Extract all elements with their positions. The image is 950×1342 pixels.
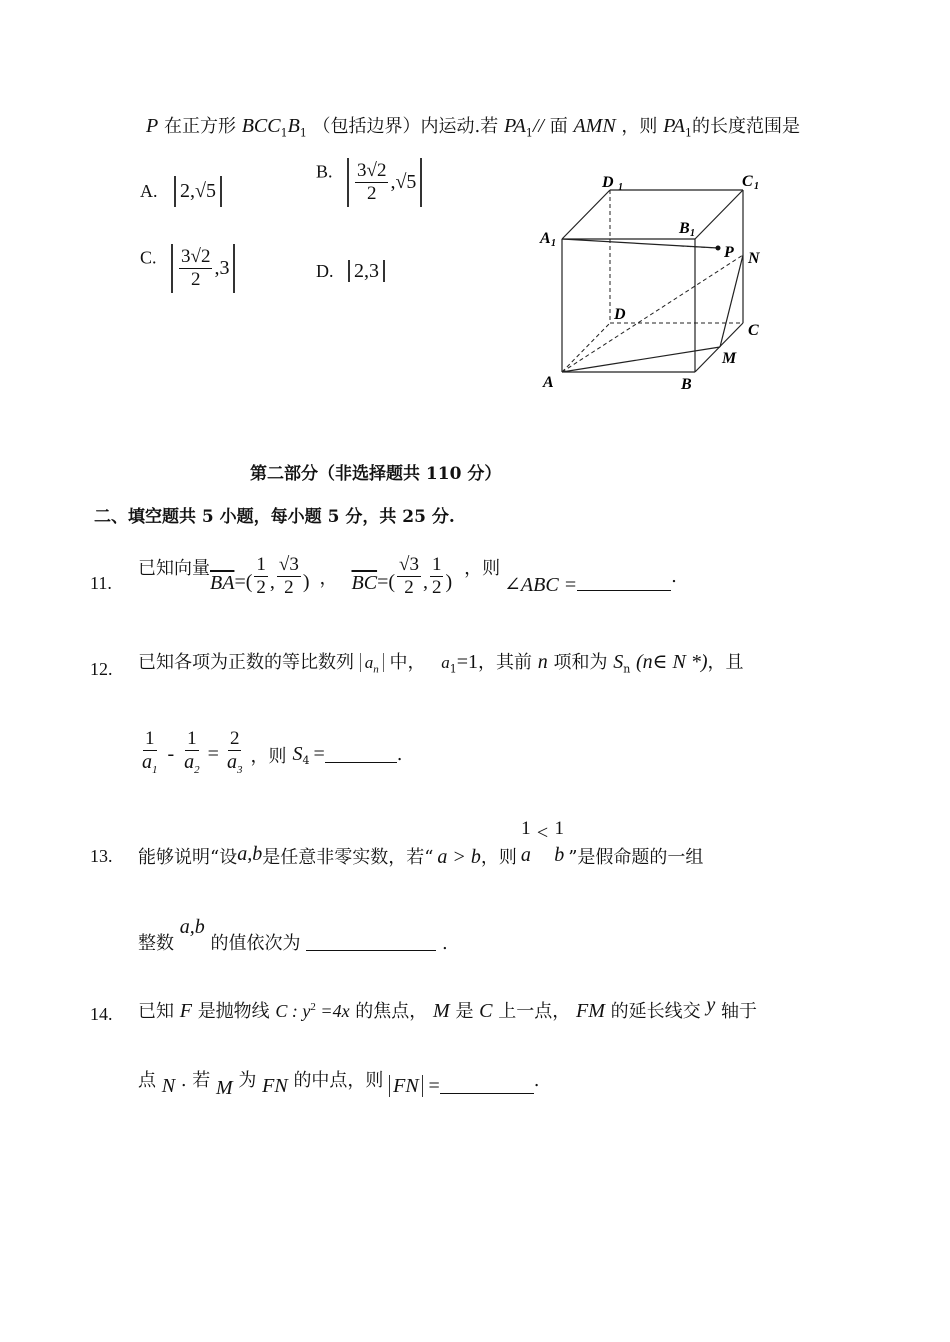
option-b-bracket bbox=[347, 158, 422, 207]
q12-f1-den-a: a bbox=[142, 751, 152, 773]
q12-number: 12. bbox=[90, 659, 113, 679]
q12-a1-eq: =1 bbox=[456, 651, 478, 673]
q14-y: y bbox=[706, 994, 716, 1016]
q11-f4-num: 1 bbox=[431, 554, 442, 575]
q13-f2-num: 1 bbox=[554, 818, 564, 839]
q13-f1-num: 1 bbox=[521, 818, 531, 839]
label-n: N bbox=[748, 250, 760, 267]
label-c1: C bbox=[742, 173, 753, 190]
part2-title: 第二部分（非选择题共 110 分） bbox=[250, 464, 502, 484]
q12-an: a bbox=[364, 653, 374, 672]
q10-sub: 1 bbox=[685, 126, 693, 140]
label-c1-sub: 1 bbox=[754, 181, 759, 192]
q14-end: . bbox=[533, 1070, 540, 1091]
label-m: M bbox=[722, 350, 737, 367]
q12-text-2: 中， bbox=[389, 652, 426, 673]
q12-text-3: ，其前 bbox=[477, 652, 532, 673]
q11-f1-den: 2 bbox=[256, 577, 266, 598]
q12-an-sub: n bbox=[373, 663, 379, 676]
q10-b: B bbox=[287, 115, 300, 137]
q12-f2-den-a: a bbox=[184, 751, 195, 773]
line-a-m bbox=[562, 347, 720, 372]
label-a: A bbox=[543, 374, 554, 391]
point-p bbox=[716, 246, 721, 251]
q13-text-3: ，则 bbox=[480, 847, 517, 868]
q10-bcc: BCC bbox=[241, 115, 281, 137]
option-c-label: C. bbox=[140, 247, 157, 268]
option-c-bracket bbox=[171, 244, 235, 293]
q11-vector-ba: $\overline{BA}$ bbox=[210, 572, 235, 594]
q14-eq: = bbox=[428, 1075, 440, 1097]
label-d1-sub: 1 bbox=[618, 182, 623, 193]
q10-parallel: // bbox=[532, 115, 544, 137]
q12-f1-den-sub: 1 bbox=[152, 764, 158, 776]
q11-eq-2: =( bbox=[377, 571, 396, 593]
q11-frac-1 bbox=[254, 554, 268, 599]
q11-angle: ∠ABC = bbox=[504, 574, 578, 596]
q12-condition: (n∈ N *) bbox=[636, 651, 708, 673]
q14-text-10: 为 bbox=[238, 1070, 257, 1091]
q12-a1: a bbox=[441, 653, 450, 672]
q10-pa1: PA bbox=[504, 115, 526, 137]
hidden-edge-a-d bbox=[562, 323, 610, 372]
q11-f2-den: 2 bbox=[284, 577, 294, 598]
q13-less-than: < bbox=[536, 821, 549, 844]
q14-FM: FM bbox=[575, 1000, 605, 1022]
option-c-fraction bbox=[179, 246, 212, 291]
q12-text-1: 已知各项为正数的等比数列 bbox=[138, 652, 354, 673]
edge-a1-d1 bbox=[562, 190, 610, 239]
q12-text-4: 项和为 bbox=[553, 652, 608, 673]
q11-frac-4 bbox=[430, 554, 444, 599]
q14-text-8: 点 bbox=[138, 1070, 156, 1091]
option-b-rest: ,√5 bbox=[390, 171, 417, 193]
q10-text-2: （包括边界）内运动.若 bbox=[312, 116, 499, 137]
q10-option-c[interactable] bbox=[140, 244, 235, 293]
q11-vector-bc: $\overline{BC}$ bbox=[351, 572, 378, 594]
q12-f3-den-sub: 3 bbox=[236, 764, 243, 776]
q12-line-1 bbox=[138, 648, 743, 676]
q14-number: 14. bbox=[90, 1004, 113, 1024]
q12-frac-2 bbox=[182, 728, 202, 781]
q13-frac-1 bbox=[519, 816, 533, 868]
label-a1-sub: 1 bbox=[551, 238, 556, 249]
label-c: C bbox=[748, 322, 759, 339]
q10-option-b[interactable] bbox=[316, 158, 422, 207]
q14-text-11: 的中点，则 bbox=[293, 1070, 384, 1091]
q11-f2-num: √3 bbox=[278, 554, 299, 575]
q11-sep: ， bbox=[319, 567, 338, 589]
q13-end: . bbox=[441, 933, 448, 954]
q10-text-4: ，则 bbox=[621, 116, 658, 137]
q12-answer-blank[interactable] bbox=[325, 744, 397, 763]
q13-text-4: ”是假命题的一组 bbox=[568, 847, 704, 868]
q12-line-2 bbox=[138, 728, 402, 781]
q12-f2-den-sub: 2 bbox=[194, 764, 200, 776]
label-d1: D bbox=[602, 174, 614, 191]
q11-f1-num: 1 bbox=[256, 554, 266, 575]
q13-line-2 bbox=[138, 916, 448, 955]
q12-n: n bbox=[537, 651, 548, 673]
option-d-value: 2,3 bbox=[348, 260, 385, 282]
q13-frac-2 bbox=[552, 816, 566, 868]
q11-text-2: ，则 bbox=[464, 558, 501, 579]
q12-f2-den bbox=[182, 751, 202, 781]
q13-condition: a > b bbox=[437, 845, 481, 868]
q13-text-1: 能够说明“设 bbox=[138, 847, 238, 868]
q12-s4-sub: 4 bbox=[302, 754, 310, 767]
q12-text-5: ，且 bbox=[707, 652, 744, 673]
edge-c1-b1 bbox=[695, 190, 743, 239]
q13-text-5: 整数 bbox=[138, 933, 174, 954]
q10-text-3: 面 bbox=[549, 116, 568, 137]
q12-eq: = bbox=[207, 743, 219, 765]
q14-FN: FN bbox=[262, 1075, 288, 1097]
q14-text-5: 上一点， bbox=[498, 1001, 571, 1022]
q12-end: . bbox=[396, 744, 403, 765]
option-d-label: D. bbox=[316, 261, 334, 281]
q12-a1-sub: 1 bbox=[449, 662, 457, 676]
q10-pa1-b: PA bbox=[663, 115, 686, 137]
q12-f3-den bbox=[225, 751, 245, 781]
q12-text-6: ，则 bbox=[250, 745, 287, 767]
q14-F: F bbox=[179, 1000, 192, 1022]
q11-text-1: 已知向量 bbox=[138, 558, 210, 579]
q11-close-2: ) bbox=[445, 571, 453, 593]
q12-sn-sub: n bbox=[623, 662, 631, 676]
q11-body bbox=[138, 554, 677, 599]
option-c-num: 3√2 bbox=[181, 246, 211, 267]
q12-f3-num: 2 bbox=[229, 728, 240, 749]
q10-sub: 1 bbox=[525, 126, 533, 140]
cube-figure bbox=[530, 165, 780, 400]
q10-sub: 1 bbox=[299, 126, 307, 140]
section2-title: 二、填空题共 5 小题，每小题 5 分，共 25 分. bbox=[94, 507, 455, 527]
q14-curve-rhs: =4x bbox=[315, 1001, 350, 1021]
q13-ab-2: a,b bbox=[179, 916, 205, 938]
q14-text-7: 轴于 bbox=[720, 1001, 757, 1022]
q13-text-6: 的值依次为 bbox=[210, 933, 301, 954]
option-b-fraction bbox=[355, 160, 388, 205]
q14-text-3: 的焦点， bbox=[355, 1001, 428, 1022]
q14-answer-blank[interactable] bbox=[440, 1075, 534, 1094]
q10-amn: AMN bbox=[573, 115, 616, 137]
q14-text-4: 是 bbox=[455, 1001, 474, 1022]
q12-s4: S bbox=[292, 743, 303, 765]
q11-frac-2 bbox=[277, 554, 301, 599]
q14-M: M bbox=[433, 1000, 450, 1022]
q11-f4-den: 2 bbox=[431, 577, 442, 598]
q11-number: 11. bbox=[90, 573, 112, 593]
q10-option-a[interactable] bbox=[140, 176, 222, 207]
q14-text-1: 已知 bbox=[138, 1001, 174, 1022]
q12-s4-eq: = bbox=[313, 743, 325, 765]
option-a-value: 2,√5 bbox=[174, 176, 222, 207]
q12-frac-1 bbox=[140, 728, 160, 781]
q14-N: N bbox=[161, 1075, 176, 1097]
q10-option-d[interactable] bbox=[316, 260, 385, 283]
q14-C: C bbox=[479, 1000, 493, 1022]
q12-f1-num: 1 bbox=[145, 728, 155, 749]
q14-line-1 bbox=[138, 994, 757, 1023]
option-c-den: 2 bbox=[190, 269, 201, 290]
q11-end: . bbox=[671, 566, 677, 587]
q11-f3-den: 2 bbox=[404, 577, 414, 598]
q12-minus: - bbox=[167, 743, 175, 765]
label-a1: A bbox=[540, 230, 551, 247]
q11-f3-num: √3 bbox=[399, 554, 419, 575]
option-b-label: B. bbox=[316, 161, 333, 182]
option-b-den: 2 bbox=[366, 183, 377, 204]
hidden-line-a-n bbox=[562, 255, 743, 372]
label-b: B bbox=[681, 376, 692, 393]
q14-text-9: . 若 bbox=[180, 1070, 211, 1091]
label-p: P bbox=[724, 244, 734, 261]
q13-number: 13. bbox=[90, 846, 113, 866]
option-b-num: 3√2 bbox=[357, 160, 387, 181]
q14-line-2 bbox=[138, 1066, 539, 1100]
q14-text-2: 是抛物线 bbox=[197, 1001, 270, 1022]
q13-answer-blank[interactable] bbox=[306, 932, 436, 951]
q12-f1-den bbox=[140, 751, 160, 781]
q11-frac-3 bbox=[397, 554, 421, 599]
label-b1-sub: 1 bbox=[690, 228, 695, 239]
q12-frac-3 bbox=[225, 728, 245, 781]
q12-seq bbox=[360, 653, 384, 676]
q14-square: 2 bbox=[310, 1001, 316, 1013]
q13-line-1 bbox=[138, 815, 703, 869]
q14-curve bbox=[275, 1001, 349, 1021]
q13-ab: a,b bbox=[237, 842, 263, 865]
q14-M-2: M bbox=[216, 1077, 233, 1099]
q12-f3-den-a: a bbox=[226, 751, 237, 773]
line-m-n bbox=[720, 255, 743, 347]
q14-text-6: 的延长线交 bbox=[610, 1001, 701, 1022]
q11-close-1: ) bbox=[302, 571, 310, 593]
q10-sub: 1 bbox=[280, 126, 288, 140]
q10-text-5: 的长度范围是 bbox=[692, 116, 801, 137]
q13-text-2: 是任意非零实数，若“ bbox=[262, 847, 434, 868]
q13-f2-den: b bbox=[554, 844, 565, 866]
q11-comma-1: , bbox=[269, 571, 275, 593]
q11-comma-2: , bbox=[422, 571, 428, 593]
q10-stem bbox=[146, 112, 800, 140]
label-b1: B bbox=[679, 220, 690, 237]
q12-sn: S bbox=[613, 651, 624, 673]
q10-p: P bbox=[146, 115, 159, 137]
q10-text-1: 在正方形 bbox=[163, 116, 236, 137]
q13-f1-den: a bbox=[520, 844, 531, 866]
option-c-rest: ,3 bbox=[214, 257, 230, 279]
option-a-label: A. bbox=[140, 181, 158, 201]
q12-f2-num: 1 bbox=[187, 728, 197, 749]
q11-eq-1: =( bbox=[234, 571, 253, 593]
q14-curve-lhs: C : y bbox=[275, 1001, 311, 1021]
label-d: D bbox=[614, 306, 626, 323]
q11-answer-blank[interactable] bbox=[577, 568, 671, 591]
q14-abs-fn: FN bbox=[389, 1075, 423, 1097]
